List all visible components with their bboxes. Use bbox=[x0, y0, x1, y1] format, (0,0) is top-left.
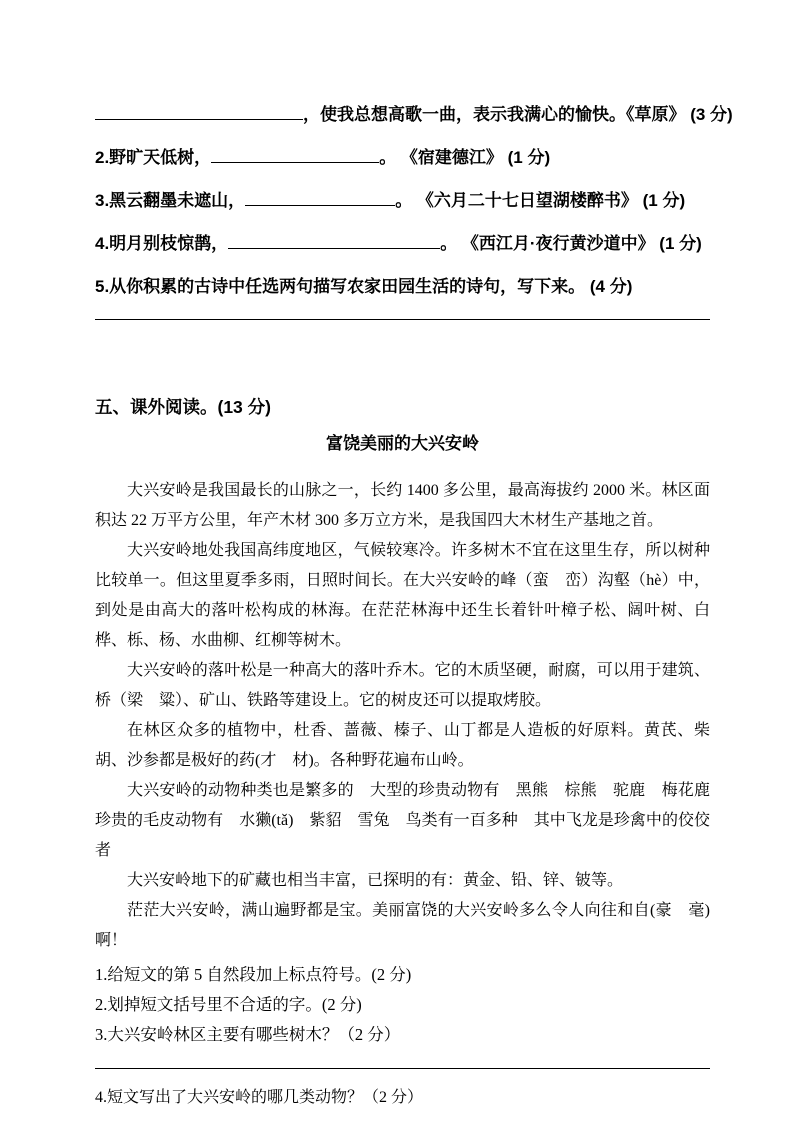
poem-line-3-suffix: 。 《六月二十七日望湖楼醉书》 (1 分) bbox=[395, 191, 686, 210]
poem-line-1 bbox=[95, 104, 733, 125]
answer-blank-3 bbox=[245, 191, 395, 206]
poem-line-4 bbox=[95, 233, 710, 254]
answer-blank-2 bbox=[211, 148, 379, 163]
passage-paragraph-3: 大兴安岭的落叶松是一种高大的落叶乔木。它的木质坚硬，耐腐，可以用于建筑、桥（梁 粱）、矿山、铁路等建设上。它的树皮还可以提取烤胶。 bbox=[95, 662, 710, 709]
reading-questions bbox=[95, 960, 710, 1050]
reading-passage bbox=[95, 476, 727, 956]
poem-line-3-prefix: 3.黑云翻墨未遮山， bbox=[95, 191, 246, 210]
answer-blank-4 bbox=[228, 234, 440, 249]
answer-blank-1 bbox=[95, 105, 303, 120]
poem-line-2 bbox=[95, 147, 710, 168]
answer-line bbox=[95, 1068, 710, 1069]
passage-paragraph-5: 大兴安岭的动物种类也是繁多的 大型的珍贵动物有 黑熊 棕熊 驼鹿 梅花鹿 珍贵的毛皮动物有 水獭(tǎ) 紫貂 雪兔 鸟类有一百多种 其中飞龙是珍禽中的佼佼者 bbox=[95, 782, 727, 859]
passage-paragraph-2: 大兴安岭地处我国高纬度地区，气候较寒冷。许多树木不宜在这里生存，所以树种比较单一。但这里夏季多雨，日照时间长。在大兴安岭的峰（蛮 峦）沟壑（hè）中，到处是由高大的落叶松构成的林海。在茫茫林海中还生长着针叶樟子松、阔叶树、白桦、栎、杨、水曲柳、红柳等树木。 bbox=[95, 542, 710, 649]
reading-question-1: 1.给短文的第 5 自然段加上标点符号。(2 分) bbox=[95, 965, 412, 984]
reading-question-2: 2.划掉短文括号里不合适的字。(2 分) bbox=[95, 995, 362, 1014]
poem-line-1-text: ，使我总想高歌一曲，表示我满心的愉快。《草原》 (3 分) bbox=[303, 105, 733, 124]
section-heading: 五、课外阅读。(13 分) bbox=[95, 397, 271, 417]
passage-paragraph-1: 大兴安岭是我国最长的山脉之一，长约 1400 多公里，最高海拔约 2000 米。林区面积达 22 万平方公里，年产木材 300 多万立方米，是我国四大木材生产基地之首。 bbox=[95, 482, 710, 529]
question-4-block bbox=[95, 1083, 710, 1113]
reading-question-4: 4.短文写出了大兴安岭的哪几类动物？（2 分） bbox=[95, 1089, 424, 1106]
poem-completion-section bbox=[95, 104, 733, 297]
poem-line-2-prefix: 2.野旷天低树， bbox=[95, 148, 212, 167]
passage-paragraph-7: 茫茫大兴安岭，满山遍野都是宝。美丽富饶的大兴安岭多么令人向往和自(豪 毫)啊！ bbox=[95, 902, 710, 949]
answer-line bbox=[95, 319, 710, 320]
passage-title: 富饶美丽的大兴安岭 bbox=[326, 434, 479, 453]
poem-line-4-prefix: 4.明月别枝惊鹊， bbox=[95, 234, 229, 253]
poem-line-4-suffix: 。 《西江月·夜行黄沙道中》 (1 分) bbox=[440, 234, 702, 253]
poem-line-2-suffix: 。 《宿建德江》 (1 分) bbox=[379, 148, 551, 167]
poem-line-5: 5.从你积累的古诗中任选两句描写农家田园生活的诗句，写下来。 (4 分) bbox=[95, 277, 633, 296]
poem-line-3 bbox=[95, 190, 710, 211]
passage-paragraph-4: 在林区众多的植物中，杜香、蔷薇、榛子、山丁都是人造板的好原料。黄芪、柴胡、沙参都是极好的药(才 材)。各种野花遍布山岭。 bbox=[95, 722, 710, 769]
reading-question-3: 3.大兴安岭林区主要有哪些树木？（2 分） bbox=[95, 1025, 401, 1044]
passage-paragraph-6: 大兴安岭地下的矿藏也相当丰富，已探明的有：黄金、铅、锌、铍等。 bbox=[127, 872, 624, 889]
